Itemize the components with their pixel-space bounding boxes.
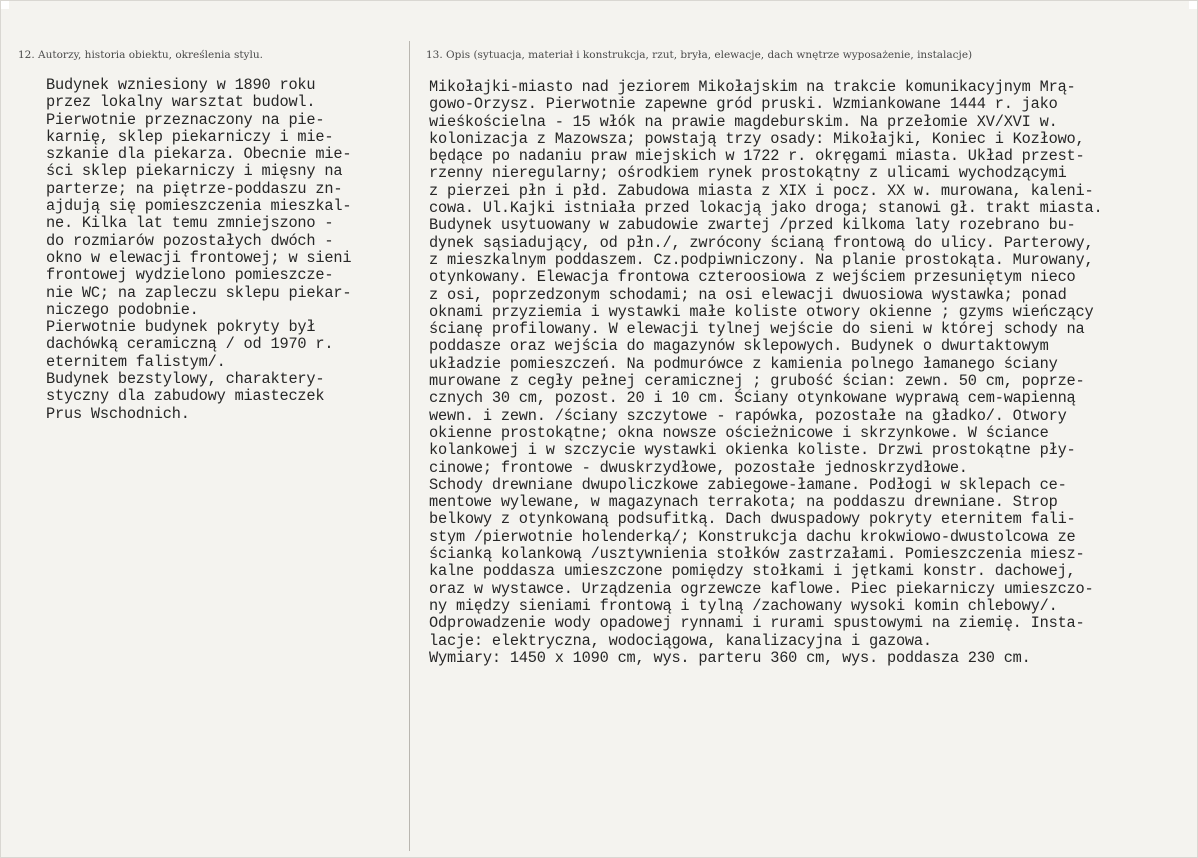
text-line: z pierzei płn i płd. Zabudowa miasta z XIX i pocz. XX w. murowana, kaleni- [429, 181, 1094, 200]
history-text-block [46, 77, 401, 423]
section-12-header: 12. Autorzy, historia obiektu, określenia stylu. [18, 49, 263, 61]
text-line: frontowej wydzielono pomieszcze- [46, 266, 334, 285]
text-line: kalne poddasza umieszczone pomiędzy stołkami i jętkami konstr. dachowej, [429, 562, 1076, 581]
text-line: do rozmiarów pozostałych dwóch - [46, 231, 334, 250]
text-line: belkowy z otynkowaną podsufitką. Dach dwuspadowy pokryty eternitem fali- [429, 510, 1076, 529]
column-divider [409, 41, 410, 851]
text-line: ny między sieniami frontową i tylną /zachowany wysoki komin chlebowy/. [429, 596, 1058, 615]
text-line: ścianę profilowany. W elewacji tylnej wejście do sieni w której schody na [429, 320, 1085, 339]
text-line: mentowe wylewane, w magazynach terrakota; na poddaszu drewniane. Strop [429, 493, 1058, 512]
text-line: kolankowej i w szczycie wystawki okienka koliste. Drzwi prostokątne pły- [429, 441, 1076, 460]
text-line: Schody drewniane dwupoliczkowe zabiegowe-łamane. Podłogi w sklepach ce- [429, 475, 1067, 494]
text-line: karnię, sklep piekarniczy i mie- [46, 127, 334, 146]
card-corner-cutout [1189, 1, 1197, 9]
description-text-block [429, 79, 1189, 667]
text-line: z mieszkalnym poddaszem. Cz.podpiwniczony. Na planie prostokąta. Murowany, [429, 250, 1094, 269]
text-line: ajdują się pomieszczenia mieszkal- [46, 197, 352, 216]
text-line: murowane z cegły pełnej ceramicznej ; grubość ścian: zewn. 50 cm, poprze- [429, 372, 1085, 391]
text-line: Mikołajki-miasto nad jeziorem Mikołajskim na trakcie komunikacyjnym Mrą- [429, 78, 1076, 96]
text-line: niczego podobnie. [46, 300, 199, 319]
text-line: będące po nadaniu praw miejskich w 1722 r. okręgami miasta. Układ przest- [429, 147, 1085, 166]
text-line: otynkowany. Elewacja frontowa czteroosiowa z wejściem przesuniętym nieco [429, 268, 1076, 287]
text-line: kolonizacja z Mazowsza; powstają trzy osady: Mikołajki, Koniec i Kozłowo, [429, 129, 1085, 148]
text-line: dachówką ceramiczną / od 1970 r. [46, 335, 334, 354]
text-line: wewn. i zewn. /ściany szczytowe - rapówka, pozostałe na gładko/. Otwory [429, 406, 1067, 425]
text-line: ne. Kilka lat temu zmniejszono - [46, 214, 334, 233]
text-line: Wymiary: 1450 x 1090 cm, wys. parteru 360 cm, wys. poddasza 230 cm. [429, 648, 1031, 667]
text-line: rzenny nieregularny; ośrodkiem rynek prostokątny z ulicami wychodzącymi [429, 164, 1067, 183]
text-line: oknami przyziemia i wystawki małe koliste otwory okienne ; gzyms wieńczący [429, 302, 1094, 321]
text-line: poddasze oraz wejścia do magazynów sklepowych. Budynek o dwurtaktowym [429, 337, 1049, 356]
text-line: oraz w wystawce. Urządzenia ogrzewcze kaflowe. Piec piekarniczy umieszczo- [429, 579, 1094, 598]
text-line: nie WC; na zapleczu sklepu piekar- [46, 283, 352, 302]
text-line: cowa. Ul.Kajki istniała przed lokacją jako droga; stanowi gł. trakt miasta. [429, 199, 1103, 218]
text-line: Pierwotnie przeznaczony na pie- [46, 110, 325, 129]
text-line: Pierwotnie budynek pokryty był [46, 318, 316, 337]
text-line: wieśkościelna - 15 włók na prawie magdeburskim. Na przełomie XV/XVI w. [429, 112, 1058, 131]
text-line: Budynek wzniesiony w 1890 roku [46, 76, 316, 94]
text-line: eternitem falistym/. [46, 352, 226, 371]
text-line: okienne prostokątne; okna nowsze ościeżnicowe i skrzynkowe. W ściance [429, 423, 1049, 442]
text-line: cinowe; frontowe - dwuskrzydłowe, pozostałe jednoskrzydłowe. [429, 458, 968, 477]
text-line: okno w elewacji frontowej; w sieni [46, 248, 352, 267]
text-line: Budynek usytuowany w zabudowie zwartej /przed kilkoma laty rozebrano bu- [429, 216, 1076, 235]
section-13-header: 13. Opis (sytuacja, materiał i konstrukcja, rzut, bryła, elewacje, dach wnętrze wyposażenie, instalacje) [426, 49, 973, 61]
text-line: styczny dla zabudowy miasteczek [46, 387, 325, 406]
text-line: szkanie dla piekarza. Obecnie mie- [46, 145, 352, 164]
text-line: przez lokalny warsztat budowl. [46, 93, 316, 112]
text-line: gowo-Orzysz. Pierwotnie zapewne gród pruski. Wzmiankowane 1444 r. jako [429, 95, 1058, 114]
text-line: parterze; na piętrze-poddaszu zn- [46, 179, 343, 198]
text-line: stym /pierwotnie holenderką/; Konstrukcja dachu krokwiowo-dwustolcowa ze [429, 527, 1076, 546]
text-line: Budynek bezstylowy, charaktery- [46, 370, 325, 389]
card-corner-cutout [1, 1, 9, 9]
text-line: z osi, poprzedzonym schodami; na osi elewacji dwuosiowa wystawka; ponad [429, 285, 1067, 304]
text-line: lacje: elektryczna, wodociągowa, kanalizacyjna i gazowa. [429, 631, 932, 650]
text-line: cznych 30 cm, pozost. 20 i 10 cm. Ściany otynkowane wyprawą cem-wapienną [429, 389, 1076, 408]
text-line: układzie pomieszczeń. Na podmurówce z kamienia polnego łamanego ściany [429, 354, 1058, 373]
text-line: ścianką kolankową /usztywnienia stołków zastrzałami. Pomieszczenia miesz- [429, 545, 1085, 564]
text-line: Prus Wschodnich. [46, 404, 190, 423]
text-line: dynek sąsiadujący, od płn./, zwrócony ścianą frontową do ulicy. Parterowy, [429, 233, 1094, 252]
text-line: ści sklep piekarniczy i mięsny na [46, 162, 343, 181]
text-line: Odprowadzenie wody opadowej rynnami i rurami spustowymi na ziemię. Insta- [429, 614, 1085, 633]
